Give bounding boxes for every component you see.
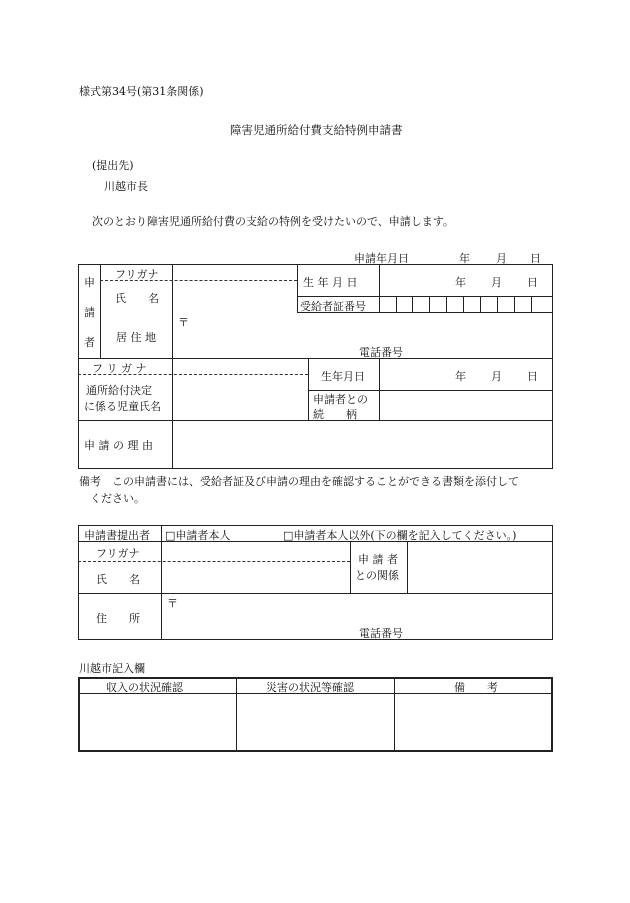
cert-number-label: 受給者証番号 [300, 300, 366, 313]
application-date-year: 年 [459, 252, 470, 265]
child-name-label-1: 通所給付決定 [86, 384, 152, 397]
city-column-remarks: 備 考 [454, 681, 498, 694]
notes-line-1: 備考 この申請書には、受給者証及び申請の理由を確認することができる書類を添付して [79, 475, 519, 488]
reason-field[interactable] [173, 421, 552, 468]
submitter-address-field[interactable] [162, 594, 552, 639]
address-field[interactable] [173, 313, 552, 357]
applicant-section-char-2: 請 [84, 306, 95, 319]
applicant-section-char-3: 者 [84, 336, 95, 349]
phone-label: 電話番号 [359, 346, 403, 359]
child-furigana-label: フ リ ガ ナ [92, 362, 147, 375]
child-relation-label-1: 申請者との [313, 393, 368, 406]
page-title: 障害児通所給付費支給特例申請書 [230, 123, 403, 137]
applicant-birthdate-label: 生 年 月 日 [303, 276, 358, 289]
submitter-self-checkbox[interactable]: □申請者本人 [165, 529, 231, 542]
postal-mark: 〒 [178, 316, 189, 329]
applicant-birth-day: 日 [527, 276, 538, 289]
child-birthdate-label: 生年月日 [321, 370, 365, 383]
child-birth-day: 日 [527, 370, 538, 383]
application-date-day: 日 [530, 252, 541, 265]
submitter-relation-field[interactable] [408, 542, 552, 592]
submitter-furigana-label: フリガナ [96, 547, 140, 560]
cert-number-field[interactable] [380, 297, 552, 311]
child-relation-field[interactable] [380, 391, 552, 419]
applicant-birth-year: 年 [455, 276, 466, 289]
intro-text: 次のとおり障害児通所給付費の支給の特例を受けたいので、申請します。 [92, 215, 454, 228]
child-relation-label-2: 続 柄 [313, 408, 357, 421]
remarks-field[interactable] [395, 694, 551, 750]
disaster-check-field[interactable] [237, 694, 393, 750]
submitter-relation-label-2: との関係 [355, 569, 399, 582]
application-date-month: 月 [496, 252, 507, 265]
child-name-field[interactable] [173, 359, 307, 419]
reason-label: 申 請 の 理 由 [84, 439, 153, 452]
submitter-other-checkbox[interactable]: □申請者本人以外(下の欄を記入してください。) [283, 529, 517, 542]
application-date-label: 申請年月日 [354, 252, 409, 265]
submit-to: 川越市長 [104, 180, 148, 193]
submitter-name-field[interactable] [162, 542, 349, 592]
submitter-address-label: 住 所 [96, 612, 140, 625]
notes-line-2: ください。 [90, 492, 145, 505]
city-column-income: 収入の状況確認 [106, 681, 183, 694]
submitter-postal-mark: 〒 [167, 597, 178, 610]
city-column-disaster: 災害の状況等確認 [266, 681, 354, 694]
submitter-relation-label-1: 申 請 者 [358, 553, 398, 566]
submitter-name-label: 氏 名 [96, 573, 140, 586]
applicant-name-field[interactable] [173, 281, 296, 311]
submit-to-label: (提出先) [92, 159, 134, 172]
form-number: 様式第34号(第31条関係) [79, 85, 204, 98]
applicant-furigana-label: フリガナ [115, 268, 159, 281]
applicant-birth-month: 月 [491, 276, 502, 289]
child-birth-month: 月 [491, 370, 502, 383]
city-section-label: 川越市記入欄 [79, 662, 145, 675]
applicant-section-char-1: 申 [84, 276, 95, 289]
address-label: 居 住 地 [116, 331, 156, 344]
child-name-label-2: に係る児童氏名 [84, 400, 161, 413]
submitter-phone-label: 電話番号 [359, 627, 403, 640]
submitter-label: 申請書提出者 [84, 529, 150, 542]
income-check-field[interactable] [80, 694, 235, 750]
applicant-name-label: 氏 名 [115, 292, 159, 305]
child-birth-year: 年 [455, 370, 466, 383]
